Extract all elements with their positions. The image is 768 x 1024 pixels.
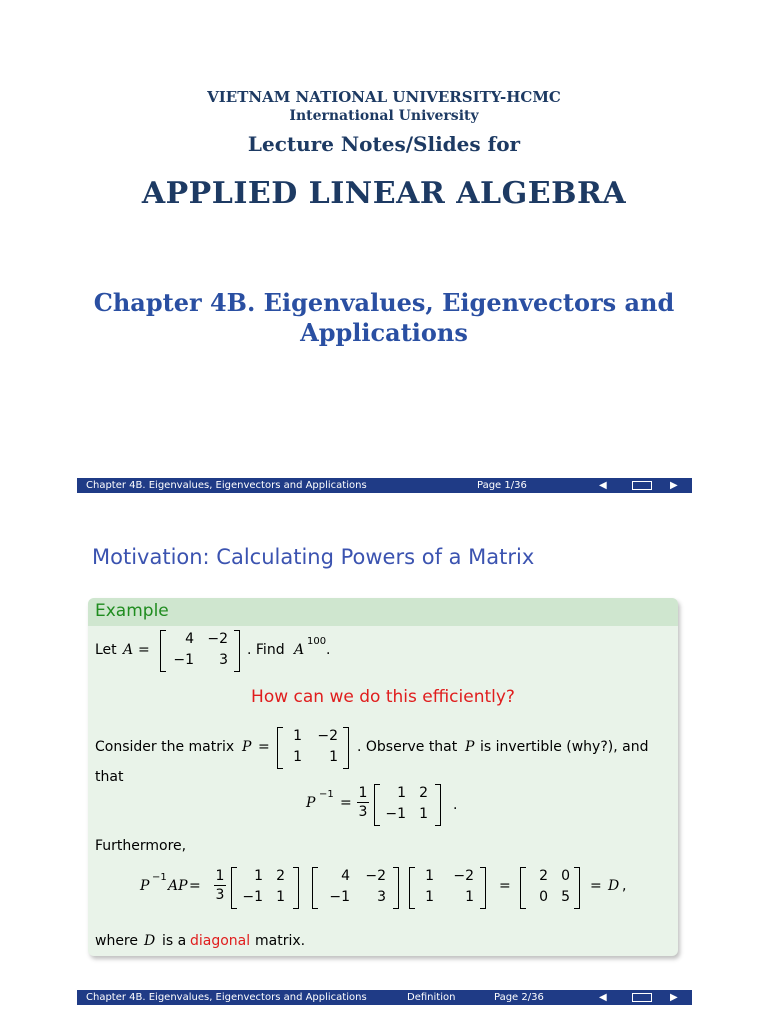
previous-slide-icon[interactable]: ◀ — [599, 480, 607, 491]
matrix-p-cell: 1 — [329, 749, 338, 765]
symbol-P: P — [306, 795, 316, 811]
symbol-AP: AP — [168, 878, 188, 894]
symbol-P: P — [140, 878, 150, 894]
university-name: VIETNAM NATIONAL UNIVERSITY-HCMC — [207, 88, 561, 106]
equals-sign: = — [340, 795, 352, 811]
matrix-pinv-cell: −1 — [242, 889, 263, 905]
example-block-title: Example — [95, 601, 169, 621]
symbol-D: D — [608, 878, 620, 894]
matrix-d-cell: 5 — [561, 889, 570, 905]
matrix-pinv-cell: 2 — [419, 785, 428, 801]
matrix-d-cell: 2 — [539, 868, 548, 884]
matrix-left-bracket — [520, 867, 526, 909]
footer-section-name: Definition — [407, 992, 456, 1003]
matrix-a-cell: −1 — [329, 889, 350, 905]
symbol-P: P — [242, 739, 252, 755]
fraction-one-third — [357, 785, 369, 820]
matrix-right-bracket — [343, 727, 349, 769]
period: . — [453, 797, 458, 813]
matrix-p-cell: 1 — [425, 889, 434, 905]
matrix-left-bracket — [231, 867, 237, 909]
footer-page-number: Page 2/36 — [494, 992, 544, 1003]
fraction-denominator: 3 — [358, 804, 368, 820]
matrix-left-bracket — [374, 784, 380, 826]
matrix-right-bracket — [435, 784, 441, 826]
matrix-pinv-cell: 2 — [276, 868, 285, 884]
text-that: that — [95, 769, 124, 785]
matrix-p-cell: 1 — [293, 728, 302, 744]
symbol-A: A — [123, 642, 134, 658]
equals-sign: = — [590, 878, 602, 894]
chapter-title-line2: Applications — [300, 318, 468, 347]
matrix-a-cell: −1 — [173, 652, 194, 668]
matrix-p-cell: 1 — [465, 889, 474, 905]
matrix-a-cell: −2 — [365, 868, 386, 884]
equals-sign: = — [258, 739, 270, 755]
text-where: where — [95, 933, 138, 949]
text-furthermore: Furthermore, — [95, 838, 187, 854]
slide-frame-icon[interactable] — [632, 481, 652, 490]
exponent-inverse: −1 — [152, 872, 167, 883]
equals-sign: = — [189, 878, 201, 894]
matrix-p-cell: −2 — [453, 868, 474, 884]
period: . — [326, 642, 331, 658]
exponent-100: 100 — [307, 636, 327, 647]
footer-chapter-title: Chapter 4B. Eigenvalues, Eigenvectors and Applications — [86, 480, 367, 491]
equals-sign: = — [499, 878, 511, 894]
matrix-a-cell: 4 — [341, 868, 350, 884]
fraction-one-third — [214, 868, 226, 903]
highlight-diagonal: diagonal — [190, 933, 251, 949]
fraction-denominator: 3 — [215, 887, 225, 903]
text-find: . Find — [247, 642, 285, 658]
course-title: APPLIED LINEAR ALGEBRA — [141, 176, 627, 211]
matrix-a-cell: 3 — [377, 889, 386, 905]
exponent-inverse: −1 — [319, 789, 334, 800]
text-observe-rest: is invertible (why?), and — [480, 739, 649, 755]
alert-question: How can we do this efficiently? — [251, 687, 515, 707]
matrix-d-cell: 0 — [539, 889, 548, 905]
slide1-footer — [77, 478, 692, 493]
matrix-a-cell: 3 — [219, 652, 228, 668]
matrix-right-bracket — [480, 867, 486, 909]
symbol-P: P — [465, 739, 475, 755]
text-consider: Consider the matrix — [95, 739, 235, 755]
comma: , — [622, 878, 627, 894]
matrix-right-bracket — [393, 867, 399, 909]
matrix-a-cell: −2 — [207, 631, 228, 647]
next-slide-icon[interactable]: ▶ — [670, 480, 678, 491]
text-observe: . Observe that — [357, 739, 458, 755]
equals-sign: = — [138, 642, 150, 658]
text-is-a: is a — [162, 933, 187, 949]
lecture-notes-heading: Lecture Notes/Slides for — [247, 132, 521, 156]
matrix-pinv-cell: 1 — [397, 785, 406, 801]
symbol-D: D — [144, 933, 156, 949]
next-slide-icon[interactable]: ▶ — [670, 992, 678, 1003]
footer-page-number: Page 1/36 — [477, 480, 527, 491]
matrix-pinv-cell: −1 — [385, 806, 406, 822]
example-block — [88, 598, 678, 956]
frame-title: Motivation: Calculating Powers of a Matrix — [92, 545, 535, 569]
slide-frame-icon[interactable] — [632, 993, 652, 1002]
matrix-right-bracket — [293, 867, 299, 909]
fraction-bar — [214, 885, 226, 886]
matrix-right-bracket — [574, 867, 580, 909]
matrix-p-cell: −2 — [317, 728, 338, 744]
fraction-bar — [357, 802, 369, 803]
text-let: Let — [95, 642, 117, 658]
chapter-title — [0, 288, 768, 348]
matrix-p-cell: 1 — [425, 868, 434, 884]
text-matrix: matrix. — [255, 933, 306, 949]
matrix-pinv-cell: 1 — [276, 889, 285, 905]
footer-chapter-title: Chapter 4B. Eigenvalues, Eigenvectors and Applications — [86, 992, 367, 1003]
symbol-A: A — [294, 642, 305, 658]
previous-slide-icon[interactable]: ◀ — [599, 992, 607, 1003]
chapter-title-line1: Chapter 4B. Eigenvalues, Eigenvectors and — [93, 288, 675, 317]
slide2-footer — [77, 990, 692, 1005]
matrix-a-cell: 4 — [185, 631, 194, 647]
matrix-right-bracket — [234, 630, 240, 672]
matrix-pinv-cell: 1 — [254, 868, 263, 884]
example-block-header — [88, 598, 678, 626]
fraction-numerator: 1 — [215, 868, 225, 884]
institution-name: International University — [289, 108, 479, 124]
matrix-d-cell: 0 — [561, 868, 570, 884]
fraction-numerator: 1 — [358, 785, 368, 801]
matrix-pinv-cell: 1 — [419, 806, 428, 822]
matrix-left-bracket — [312, 867, 318, 909]
matrix-p-cell: 1 — [293, 749, 302, 765]
matrix-left-bracket — [160, 630, 166, 672]
